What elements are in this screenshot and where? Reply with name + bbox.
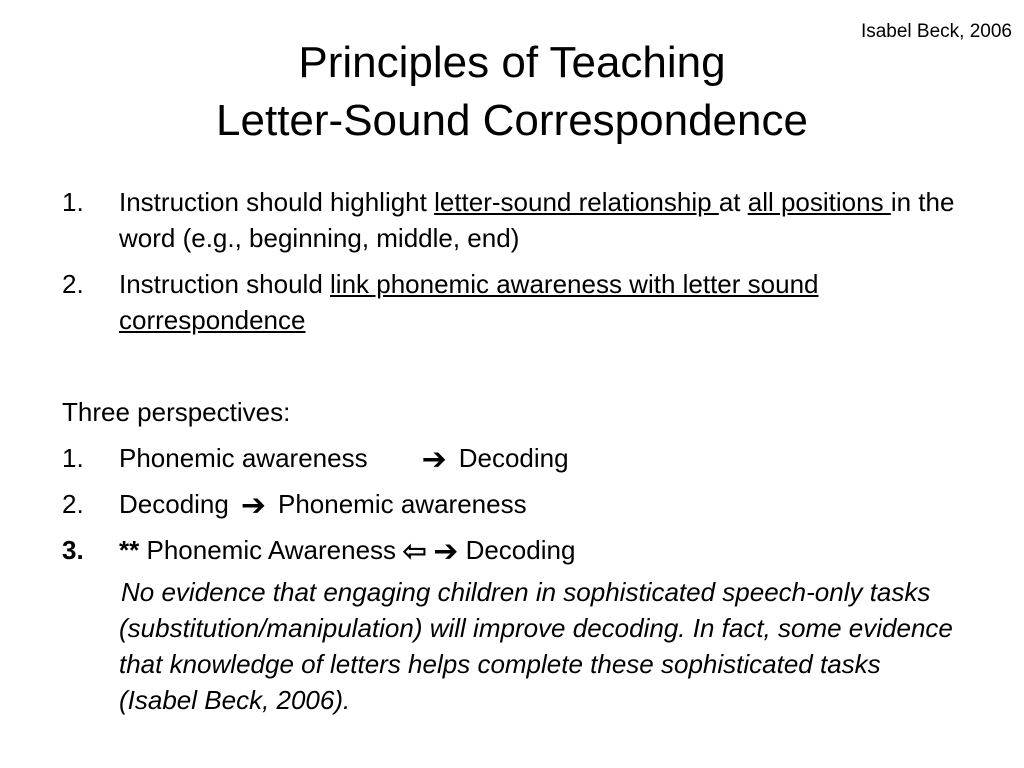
list-number: 1. bbox=[62, 187, 84, 217]
principle-text bbox=[119, 184, 962, 256]
perspective-to: Decoding bbox=[458, 443, 569, 473]
principle-text bbox=[119, 266, 962, 338]
perspective-item-3 bbox=[62, 532, 962, 568]
perspective-text bbox=[119, 532, 962, 568]
underlined-phrase: link phonemic awareness with letter sound correspondence bbox=[119, 269, 819, 335]
emphasis-marker: ** bbox=[119, 535, 140, 565]
list-number: 3. bbox=[62, 535, 84, 565]
perspective-item-1 bbox=[62, 440, 962, 476]
slide-title bbox=[0, 34, 1024, 150]
principle-item-1 bbox=[62, 184, 962, 256]
perspective-from: Phonemic Awareness bbox=[146, 535, 397, 565]
title-line-1: Principles of Teaching bbox=[298, 38, 726, 87]
title-line-2: Letter-Sound Correspondence bbox=[216, 96, 808, 145]
perspective-from: Decoding bbox=[119, 489, 229, 519]
underlined-phrase: all positions bbox=[747, 187, 891, 217]
slide-content bbox=[62, 184, 962, 718]
arrow-right-icon: ➔ bbox=[433, 535, 459, 568]
arrow-left-icon: ⇦ bbox=[402, 535, 428, 568]
spacer bbox=[62, 522, 962, 532]
perspective-text bbox=[119, 440, 962, 476]
arrow-right-icon: ➔ bbox=[421, 443, 447, 476]
list-number: 2. bbox=[62, 269, 84, 299]
list-number: 1. bbox=[62, 443, 84, 473]
underlined-phrase: letter-sound relationship bbox=[434, 187, 719, 217]
arrow-right-icon: ➔ bbox=[240, 489, 266, 522]
spacer bbox=[62, 430, 962, 440]
spacer bbox=[62, 476, 962, 486]
evidence-note: No evidence that engaging children in sophisticated speech-only tasks (substitution/manipulation) will improve decoding. In fact, some evidence that knowledge of letters helps complete these sophisticated tasks (Isabel Beck, 2006). bbox=[119, 577, 953, 715]
spacer bbox=[62, 338, 962, 394]
principle-item-2 bbox=[62, 266, 962, 338]
perspectives-heading: Three perspectives: bbox=[62, 397, 291, 427]
perspective-to: Phonemic awareness bbox=[278, 489, 527, 519]
perspective-text bbox=[119, 486, 962, 522]
principle-text-part: in the word (e.g., beginning, middle, end) bbox=[119, 187, 955, 253]
list-number: 2. bbox=[62, 489, 84, 519]
principle-text-part: at bbox=[718, 187, 748, 217]
citation: Isabel Beck, 2006 bbox=[860, 21, 1012, 42]
perspective-from: Phonemic awareness bbox=[119, 443, 368, 473]
perspective-to: Decoding bbox=[465, 535, 576, 565]
principle-text-part: Instruction should highlight bbox=[119, 187, 435, 217]
spacer bbox=[62, 256, 962, 266]
principle-text-part: Instruction should bbox=[119, 269, 331, 299]
perspective-item-2 bbox=[62, 486, 962, 522]
